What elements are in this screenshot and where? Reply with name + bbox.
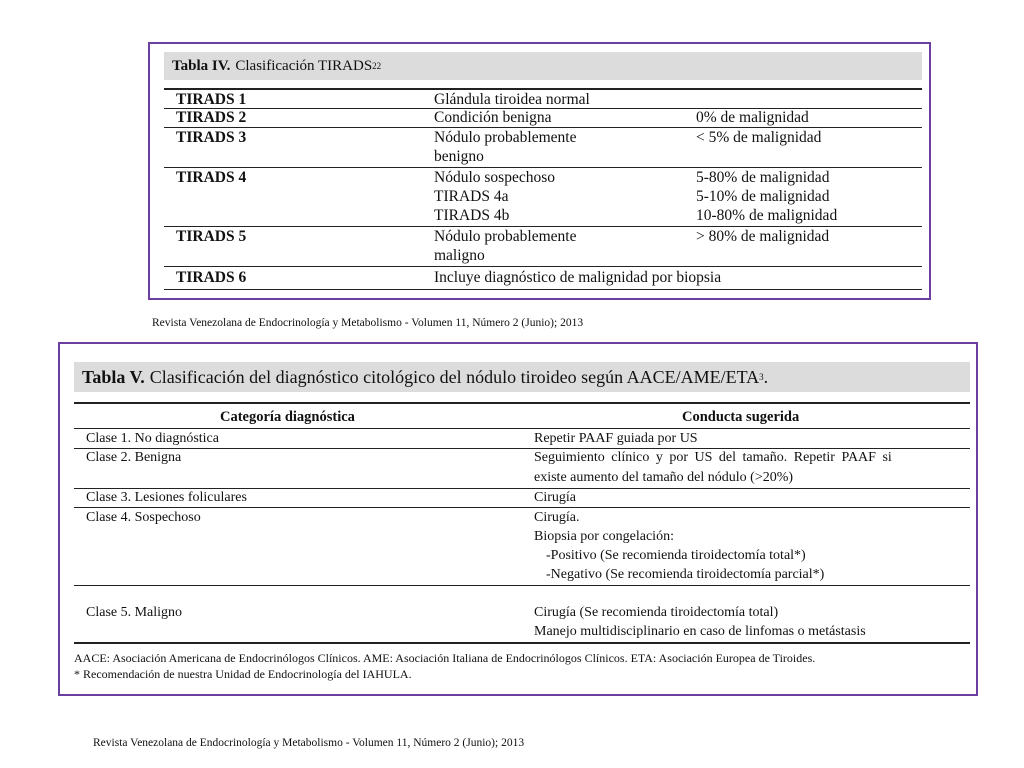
conduct-cell: Cirugía. bbox=[534, 510, 580, 525]
tirads-description: Nódulo probablemente bbox=[434, 228, 577, 245]
tirads-risk: 5-80% de malignidad bbox=[696, 169, 830, 186]
category-cell: Clase 3. Lesiones foliculares bbox=[86, 490, 247, 505]
divider bbox=[164, 266, 922, 267]
tabla-iv-title-label: Tabla IV. bbox=[172, 57, 231, 74]
tirads-risk: 5-10% de malignidad bbox=[696, 188, 830, 205]
tabla-v-title-end: . bbox=[763, 366, 769, 387]
tirads-risk: < 5% de malignidad bbox=[696, 129, 822, 146]
tirads-risk: 0% de malignidad bbox=[696, 109, 809, 126]
divider bbox=[164, 289, 922, 290]
tirads-description: Glándula tiroidea normal bbox=[434, 91, 590, 108]
tabla-v-title-text: Clasificación del diagnóstico citológico del nódulo tiroideo según AACE/AME/ETA bbox=[149, 366, 760, 387]
tirads-description: TIRADS 4a bbox=[434, 188, 509, 205]
table-note: * Recomendación de nuestra Unidad de Endocrinología del IAHULA. bbox=[74, 667, 412, 681]
table-note: AACE: Asociación Americana de Endocrinólogos Clínicos. AME: Asociación Italiana de Endocrinólogos Clínicos. ETA: Asociación Europea de Tiroides. bbox=[74, 651, 816, 665]
tirads-category: TIRADS 5 bbox=[176, 228, 247, 245]
divider bbox=[74, 585, 970, 586]
tirads-description: maligno bbox=[434, 247, 485, 264]
tabla-v bbox=[58, 342, 978, 696]
divider bbox=[74, 402, 970, 404]
tirads-risk: > 80% de malignidad bbox=[696, 228, 830, 245]
category-cell: Clase 2. Benigna bbox=[86, 450, 182, 465]
tabla-iv bbox=[148, 42, 931, 300]
tirads-description: TIRADS 4b bbox=[434, 207, 510, 224]
tabla-iv-title-text: Clasificación TIRADS bbox=[235, 57, 373, 74]
tirads-category: TIRADS 2 bbox=[176, 109, 247, 126]
tirads-description: Nódulo sospechoso bbox=[434, 169, 555, 186]
journal-footer: Revista Venezolana de Endocrinología y Metabolismo - Volumen 11, Número 2 (Junio); 2013 bbox=[93, 737, 525, 749]
tirads-category: TIRADS 6 bbox=[176, 269, 247, 286]
tabla-iv-title: Tabla IV. Clasificación TIRADS 22 bbox=[164, 52, 922, 80]
tirads-description: Incluye diagnóstico de malignidad por biopsia bbox=[434, 269, 722, 286]
tirads-category: TIRADS 1 bbox=[176, 91, 247, 108]
tirads-risk: 10-80% de malignidad bbox=[696, 207, 838, 224]
tirads-category: TIRADS 3 bbox=[176, 129, 247, 146]
category-cell: Clase 5. Maligno bbox=[86, 605, 183, 620]
conduct-cell: Repetir PAAF guiada por US bbox=[534, 431, 698, 446]
conduct-cell: Biopsia por congelación: bbox=[534, 529, 674, 544]
tabla-v-title-label: Tabla V. bbox=[82, 366, 145, 387]
conduct-cell: Seguimiento clínico y por US del tamaño. Repetir PAAF si bbox=[534, 450, 892, 465]
journal-footer: Revista Venezolana de Endocrinología y Metabolismo - Volumen 11, Número 2 (Junio); 2013 bbox=[152, 317, 584, 329]
column-header-category: Categoría diagnóstica bbox=[220, 409, 355, 425]
tabla-v-title: Tabla V. Clasificación del diagnóstico citológico del nódulo tiroideo según AACE/AME/ETA 3 . bbox=[74, 362, 970, 392]
tirads-description: benigno bbox=[434, 148, 484, 165]
column-header-conduct: Conducta sugerida bbox=[682, 409, 800, 425]
tirads-category: TIRADS 4 bbox=[176, 169, 247, 186]
category-cell: Clase 4. Sospechoso bbox=[86, 510, 201, 525]
conduct-cell: -Positivo (Se recomienda tiroidectomía total*) bbox=[546, 548, 806, 563]
conduct-cell: existe aumento del tamaño del nódulo (>20%) bbox=[534, 470, 794, 485]
conduct-cell: -Negativo (Se recomienda tiroidectomía parcial*) bbox=[546, 567, 825, 582]
conduct-cell: Cirugía (Se recomienda tiroidectomía total) bbox=[534, 605, 779, 620]
divider bbox=[74, 642, 970, 644]
conduct-cell: Manejo multidisciplinario en caso de linfomas o metástasis bbox=[534, 624, 866, 639]
category-cell: Clase 1. No diagnóstica bbox=[86, 431, 219, 446]
divider bbox=[74, 507, 970, 508]
tirads-description: Condición benigna bbox=[434, 109, 552, 126]
tirads-description: Nódulo probablemente bbox=[434, 129, 577, 146]
conduct-cell: Cirugía bbox=[534, 490, 576, 505]
